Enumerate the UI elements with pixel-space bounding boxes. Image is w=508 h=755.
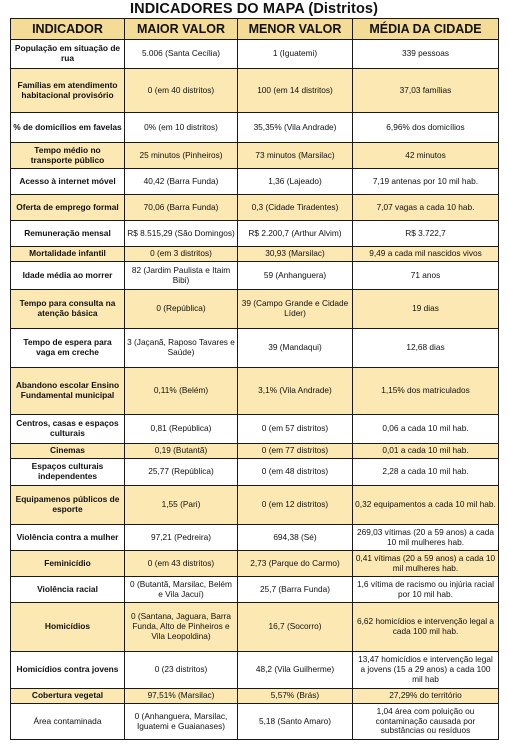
max-value-cell: 0 (em 40 distritos) [125,69,238,113]
table-row [11,329,499,368]
indicators-table [10,18,499,740]
table-row [11,444,499,459]
min-value-cell: 48,2 (Vila Guilherme) [238,652,353,689]
average-cell: 27,29% do território [353,689,499,704]
indicator-cell: Homicídios [11,603,125,652]
average-cell: 7,07 vagas a cada 10 hab. [353,195,499,221]
table-row [11,69,499,113]
indicator-cell: Cobertura vegetal [11,689,125,704]
indicator-cell: Tempo médio no transporte público [11,143,125,169]
average-cell: 1,15% dos matriculados [353,368,499,415]
indicator-cell: Famílias em atendimento habitacional provisório [11,69,125,113]
indicator-cell: Oferta de emprego formal [11,195,125,221]
average-cell: 6,62 homicídios e intervenção legal a cada 100 mil hab. [353,603,499,652]
indicator-cell: Violência racial [11,577,125,603]
average-cell: 339 pessoas [353,40,499,69]
max-value-cell: 25 minutos (Pinheiros) [125,143,238,169]
min-value-cell: 1 (Iguatemi) [238,40,353,69]
max-value-cell: 0,19 (Butantã) [125,444,238,459]
min-value-cell: 0 (em 12 distritos) [238,486,353,525]
table-header-row [11,19,499,40]
min-value-cell: 35,35% (Vila Andrade) [238,113,353,143]
table-row [11,486,499,525]
min-value-cell: 39 (Campo Grande e Cidade Líder) [238,290,353,329]
average-cell: 0,41 vítimas (20 a 59 anos) a cada 10 mil mulheres hab. [353,551,499,577]
indicator-cell: Cinemas [11,444,125,459]
max-value-cell: 1,55 (Pari) [125,486,238,525]
table-row [11,221,499,247]
indicator-cell: Homicídios contra jovens [11,652,125,689]
min-value-cell: 59 (Anhanguera) [238,262,353,290]
indicator-cell: Abandono escolar Ensino Fundamental municipal [11,368,125,415]
max-value-cell: 0 (em 3 distritos) [125,247,238,262]
average-cell: 71 anos [353,262,499,290]
max-value-cell: 5.006 (Santa Cecília) [125,40,238,69]
table-row [11,247,499,262]
min-value-cell: 3,1% (Vila Andrade) [238,368,353,415]
table-row [11,459,499,486]
max-value-cell: 0,81 (República) [125,415,238,444]
table-row [11,415,499,444]
table-row [11,551,499,577]
min-value-cell: 1,36 (Lajeado) [238,169,353,195]
max-value-cell: 97,21 (Pedreira) [125,525,238,551]
min-value-cell: 0 (em 57 distritos) [238,415,353,444]
average-cell: 7,19 antenas por 10 mil hab. [353,169,499,195]
table-row [11,169,499,195]
max-value-cell: R$ 8.515,29 (São Domingos) [125,221,238,247]
indicator-cell: Remuneração mensal [11,221,125,247]
average-cell: 6,96% dos domicílios [353,113,499,143]
min-value-cell: 30,93 (Marsilac) [238,247,353,262]
indicator-cell: Acesso à internet móvel [11,169,125,195]
header-city-average: MÉDIA DA CIDADE [353,19,499,40]
indicator-cell: Feminicídio [11,551,125,577]
table-row [11,525,499,551]
min-value-cell: 5,57% (Brás) [238,689,353,704]
max-value-cell: 97,51% (Marsilac) [125,689,238,704]
indicator-cell: Tempo de espera para vaga em creche [11,329,125,368]
max-value-cell: 0,11% (Belém) [125,368,238,415]
average-cell: 12,68 dias [353,329,499,368]
max-value-cell: 0 (Santana, Jaguara, Barra Funda, Alto de Pinheiros e Vila Leopoldina) [125,603,238,652]
average-cell: 2,28 a cada 10 mil hab. [353,459,499,486]
max-value-cell: 0 (em 43 distritos) [125,551,238,577]
indicator-cell: Área contaminada [11,704,125,740]
min-value-cell: 5,18 (Santo Amaro) [238,704,353,740]
min-value-cell: 0 (em 48 distritos) [238,459,353,486]
min-value-cell: 0,3 (Cidade Tiradentes) [238,195,353,221]
average-cell: 0,32 equipamentos a cada 10 mil hab. [353,486,499,525]
min-value-cell: 39 (Mandaqui) [238,329,353,368]
max-value-cell: 0 (Butantã, Marsilac, Belém e Vila Jacuí) [125,577,238,603]
table-row [11,603,499,652]
table-row [11,143,499,169]
max-value-cell: 0% (em 10 distritos) [125,113,238,143]
indicator-cell: Idade média ao morrer [11,262,125,290]
indicator-cell: Violência contra a mulher [11,525,125,551]
average-cell: 0,01 a cada 10 mil hab. [353,444,499,459]
indicator-cell: Espaços culturais independentes [11,459,125,486]
min-value-cell: R$ 2.200,7 (Arthur Alvim) [238,221,353,247]
average-cell: 37,03 famílias [353,69,499,113]
min-value-cell: 2,73 (Parque do Carmo) [238,551,353,577]
min-value-cell: 0 (em 77 distritos) [238,444,353,459]
average-cell: 19 dias [353,290,499,329]
indicator-cell: Mortalidade infantil [11,247,125,262]
table-row [11,652,499,689]
average-cell: R$ 3.722,7 [353,221,499,247]
table-row [11,262,499,290]
max-value-cell: 40,42 (Barra Funda) [125,169,238,195]
header-max-value: MAIOR VALOR [125,19,238,40]
table-row [11,689,499,704]
min-value-cell: 73 minutos (Marsilac) [238,143,353,169]
max-value-cell: 70,06 (Barra Funda) [125,195,238,221]
indicator-cell: Equipamenos públicos de esporte [11,486,125,525]
max-value-cell: 3 (Jaçanã, Raposo Tavares e Saúde) [125,329,238,368]
average-cell: 42 minutos [353,143,499,169]
max-value-cell: 25,77 (República) [125,459,238,486]
min-value-cell: 100 (em 14 distritos) [238,69,353,113]
min-value-cell: 25,7 (Barra Funda) [238,577,353,603]
average-cell: 1,6 vítima de racismo ou injúria racial por 10 mil hab. [353,577,499,603]
max-value-cell: 0 (República) [125,290,238,329]
max-value-cell: 0 (23 distritos) [125,652,238,689]
max-value-cell: 82 (Jardim Paulista e Itaim Bibi) [125,262,238,290]
min-value-cell: 16,7 (Socorro) [238,603,353,652]
table-row [11,368,499,415]
average-cell: 9,49 a cada mil nascidos vivos [353,247,499,262]
indicator-cell: Tempo para consulta na atenção básica [11,290,125,329]
table-row [11,40,499,69]
header-min-value: MENOR VALOR [238,19,353,40]
max-value-cell: 0 (Anhanguera, Marsilac, Iguatemi e Guaianases) [125,704,238,740]
average-cell: 269,03 vítimas (20 a 59 anos) a cada 10 mil mulheres hab. [353,525,499,551]
header-indicator: INDICADOR [11,19,125,40]
table-row [11,577,499,603]
average-cell: 0,06 a cada 10 mil hab. [353,415,499,444]
average-cell: 13,47 homicídios e intervenção legal a jovens (15 a 29 anos) a cada 100 mil hab [353,652,499,689]
page-title: INDICADORES DO MAPA (Distritos) [130,1,378,17]
min-value-cell: 694,38 (Sé) [238,525,353,551]
indicator-cell: População em situação de rua [11,40,125,69]
table-row [11,195,499,221]
average-cell: 1,04 área com poluição ou contaminação causada por substâncias ou resíduos [353,704,499,740]
table-row [11,113,499,143]
table-row [11,290,499,329]
table-row [11,704,499,740]
indicator-cell: Centros, casas e espaços culturais [11,415,125,444]
indicator-cell: % de domicílios em favelas [11,113,125,143]
